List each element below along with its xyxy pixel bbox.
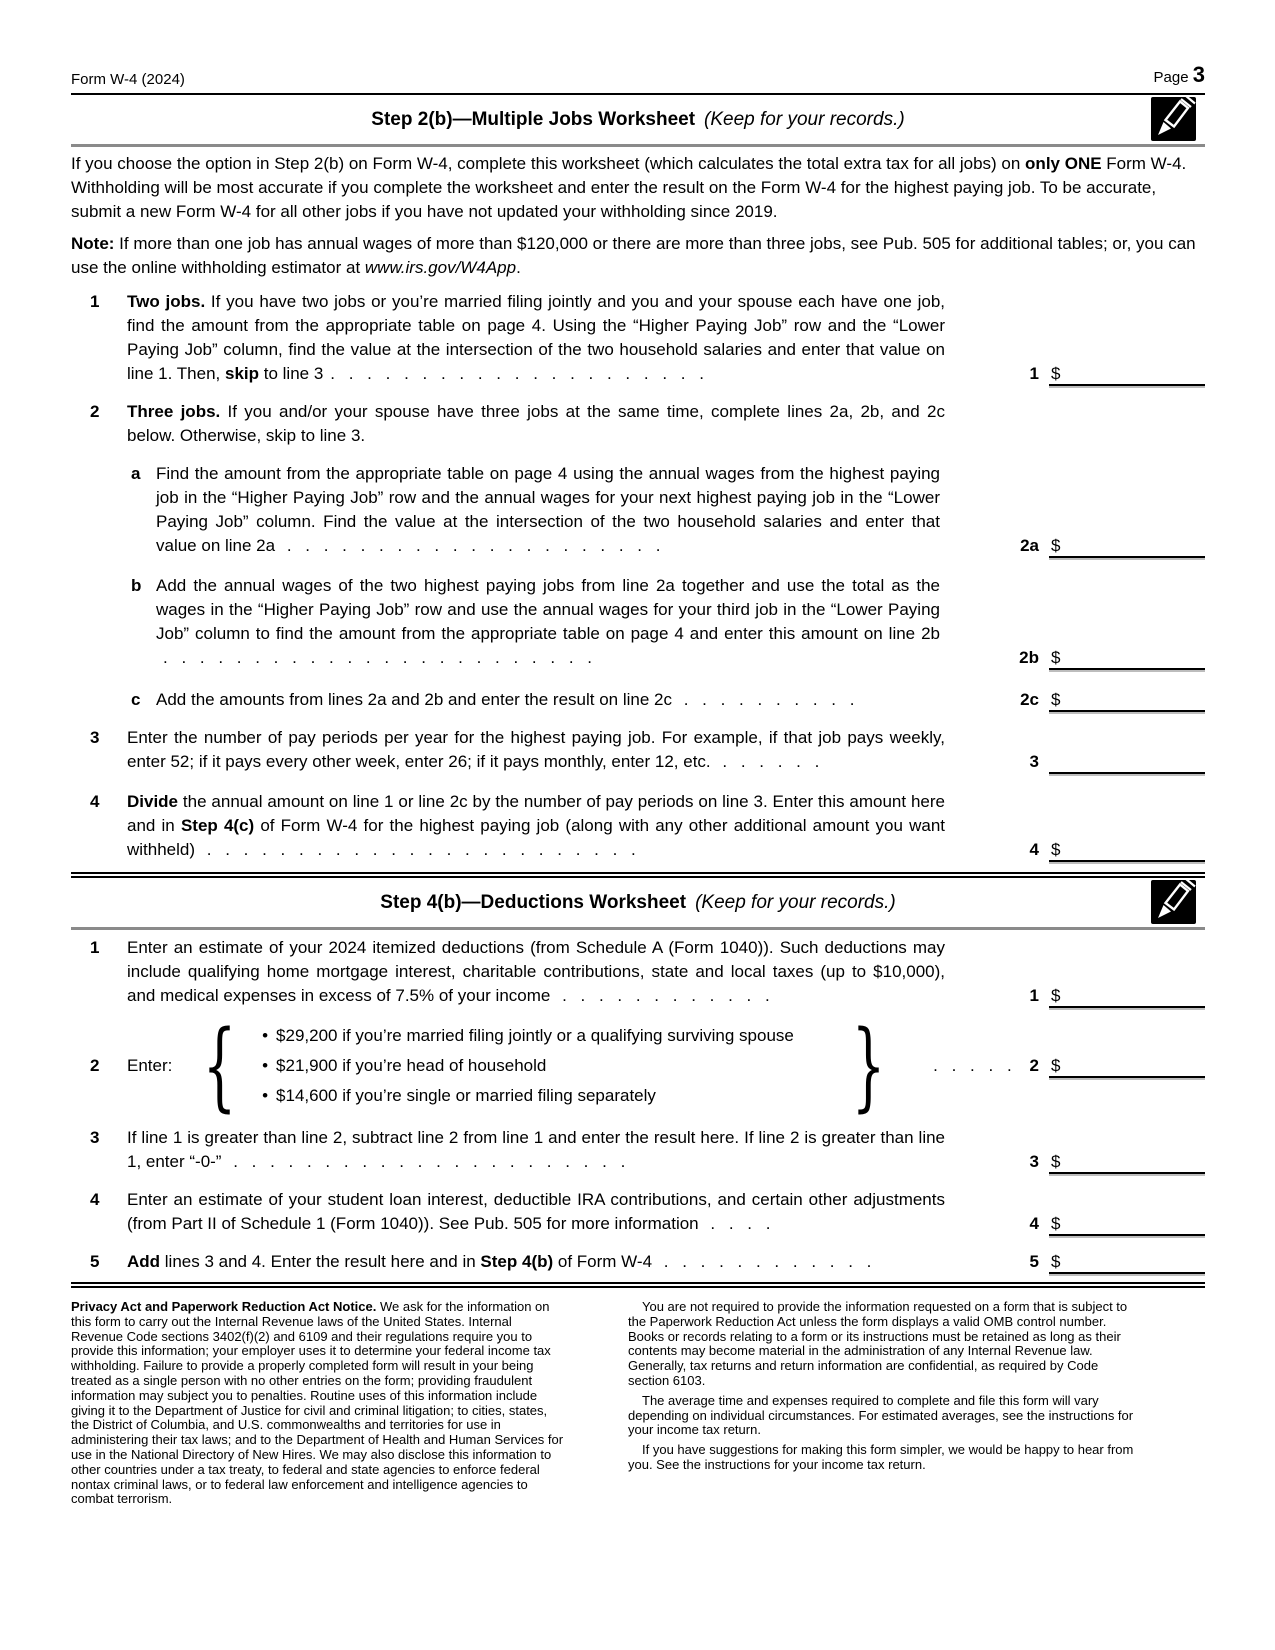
text-segment: $29,200 if you’re married filing jointly or a qualifying surviving spouse — [276, 1026, 794, 1045]
text-segment: If line 1 is greater than line 2, subtract line 2 from line 1 and enter the result here. If line 2 is greater than line 1, enter “-0-” — [127, 1128, 945, 1171]
line-text — [156, 574, 940, 670]
deductions-line-5-amount-field[interactable] — [1049, 1250, 1205, 1274]
deductions-line-2 — [71, 1010, 1205, 1122]
line-entry — [1013, 688, 1205, 712]
form-id: Form W-4 (2024) — [71, 71, 185, 88]
text-segment: If you and/or your spouse have three jobs at the same time, complete lines 2a, 2b, and 2c below. Otherwise, skip to line 3. — [127, 402, 946, 445]
bold-text: Add — [127, 1252, 161, 1271]
jobs-line-3 — [71, 726, 1205, 774]
text-segment: If more than one job has annual wages of more than $120,000 or there are more than three jobs, see Pub. 505 for additional tables; or, you can use the online withholding estimator at — [71, 234, 1196, 277]
text-segment: We ask for the information on this form to carry out the Internal Revenue laws of the United States. Internal Revenue Code sections 3402(f)(2) and 6109 and their regulations require you to provide this information; your employer uses it to determine your federal income tax withholding. Failure to provide a properly completed form will result in your being treated as a single person with no other entries on the form; providing fraudulent information may subject you to penalties. Routine uses of this information include giving it to the Department of Justice for civil and criminal litigation; to cities, states, the District of Columbia, and U.S. commonwealths and territories for use in administering their tax laws; and to the Department of Health and Human Services for use in the National Directory of New Hires. We may also disclose this information to other countries under a tax treaty, to federal and state agencies to enforce federal nontax criminal laws, or to federal law enforcement and intelligence agencies to combat terrorism. — [71, 1299, 564, 1507]
entry-line-number: 4 — [1029, 1214, 1039, 1233]
line-text — [127, 1188, 945, 1236]
text-segment: Add the annual wages of the two highest paying jobs from line 2a together and use the total as the wages in the “Higher Paying Job” row and use the annual wages for your third job in the “Lower Paying Job” column to find the amount from the appropriate table on page 4 and enter this amount on line 2b — [156, 576, 940, 643]
entry-line-number: 1 — [1029, 986, 1039, 1005]
text-segment: Enter an estimate of your 2024 itemized deductions (from Schedule A (Form 1040)). Such deductions may include qualifying home mortgage interest, charitable contributions, state and local taxes (up to $10,000), and medical expenses in excess of 7.5% of your income — [127, 938, 945, 1005]
line-entry — [1013, 1054, 1205, 1078]
line-entry — [1013, 838, 1205, 862]
jobs-worksheet-title — [371, 109, 904, 131]
line-number: 3 — [90, 728, 100, 747]
enter-label: Enter: — [127, 1056, 173, 1075]
jobs-worksheet-titlebar — [71, 95, 1205, 144]
entry-line-number: 3 — [1029, 1152, 1039, 1171]
dot-leaders: . . . . . — [933, 1056, 1012, 1075]
title-subtitle: (Keep for your records.) — [695, 891, 896, 913]
dot-leaders: . . . . . . . . . . . . . . . . . . . . . . . . — [206, 840, 636, 859]
bold-text: Divide — [127, 792, 179, 811]
text-segment: to line 3 — [259, 364, 324, 383]
bold-text: Step 4(b) — [480, 1252, 554, 1271]
line-number: 1 — [90, 938, 100, 957]
jobs-line-2c — [71, 688, 1205, 712]
option-head-of-household — [262, 1051, 838, 1081]
deductions-line-1-amount-field[interactable] — [1049, 984, 1205, 1008]
line-number: 4 — [90, 792, 100, 811]
line-text — [156, 688, 940, 712]
line-text — [156, 462, 940, 558]
line-text — [127, 290, 945, 386]
bold-text: skip — [224, 364, 260, 383]
title-rule — [71, 927, 1205, 930]
bold-text: only ONE — [1025, 154, 1102, 173]
deductions-worksheet-title — [380, 892, 895, 914]
dollar-sign: $ — [1051, 1056, 1061, 1075]
entry-line-number: 2a — [1020, 536, 1039, 555]
deductions-line-1 — [71, 936, 1205, 1008]
privacy-heading: Privacy Act and Paperwork Reduction Act Notice. — [71, 1299, 377, 1314]
dollar-sign: $ — [1051, 648, 1061, 667]
title-text: Step 4(b)—Deductions Worksheet — [380, 891, 687, 913]
bold-text: Step 4(c) — [180, 816, 255, 835]
line-letter: c — [131, 690, 141, 709]
dollar-sign: $ — [1051, 1152, 1061, 1171]
page-word: Page — [1153, 69, 1189, 86]
multiple-jobs-worksheet — [71, 95, 1205, 862]
dot-leaders: . . . . . . . . . . . . — [663, 1252, 872, 1271]
deductions-line-4-amount-field[interactable] — [1049, 1212, 1205, 1236]
line-entry — [1013, 984, 1205, 1008]
text-segment: If you have two jobs or you’re married filing jointly and you and your spouse each have one job, find the amount from the appropriate table on page 4. Using the “Higher Paying Job” row and the “Lower Paying Job” column, find the value at the intersection of the two household salaries and enter that value on line 1. Then, — [127, 292, 946, 383]
privacy-paragraph: If you have suggestions for making this form simpler, we would be happy to hear from you. See the instructions for your income tax return. — [628, 1442, 1134, 1472]
dot-leaders: . . . . . . . . . . . . . . . . . . . . . — [330, 364, 704, 383]
privacy-notice — [71, 1300, 1205, 1507]
entry-line-number: 4 — [1029, 840, 1039, 859]
title-subtitle: (Keep for your records.) — [704, 108, 905, 130]
text-segment: lines 3 and 4. Enter the result here and in — [160, 1252, 481, 1271]
jobs-line-2a-amount-field[interactable] — [1049, 534, 1205, 558]
page-header — [71, 62, 1205, 93]
pencil-icon — [1151, 97, 1196, 141]
line-entry — [1013, 646, 1205, 670]
text-segment: Enter an estimate of your student loan interest, deductible IRA contributions, and certain other adjustments (from Part II of Schedule 1 (Form 1040)). See Pub. 505 for more information — [127, 1190, 945, 1233]
bullet-icon: • — [262, 1056, 269, 1075]
option-single — [262, 1081, 838, 1111]
jobs-line-2a — [71, 462, 1205, 558]
jobs-line-1-amount-field[interactable] — [1049, 362, 1205, 386]
line-number: 4 — [90, 1190, 100, 1209]
dollar-sign: $ — [1051, 364, 1061, 383]
text-segment: If you choose the option in Step 2(b) on Form W-4, complete this worksheet (which calculates the total extra tax for all jobs) on — [71, 154, 1026, 173]
jobs-line-4-amount-field[interactable] — [1049, 838, 1205, 862]
jobs-line-1 — [71, 290, 1205, 386]
dollar-sign: $ — [1051, 690, 1061, 709]
jobs-line-3-periods-field[interactable] — [1049, 750, 1205, 774]
entry-line-number: 2b — [1019, 648, 1039, 667]
deductions-worksheet — [71, 878, 1205, 1274]
privacy-notice-right-column — [628, 1300, 1137, 1507]
text-segment: Enter the number of pay periods per year for the highest paying job. For example, if that job pays weekly, enter 52; if it pays every other week, enter 26; if it pays monthly, enter 12, etc. — [127, 728, 945, 771]
dollar-sign: $ — [1051, 1214, 1061, 1233]
bold-text: Three jobs. — [127, 402, 221, 421]
line-entry — [1013, 534, 1205, 558]
dot-leaders: . . . . . . . . . . . . — [562, 986, 770, 1005]
line-number: 1 — [90, 292, 100, 311]
title-text: Step 2(b)—Multiple Jobs Worksheet — [371, 108, 696, 130]
deductions-line-4 — [71, 1188, 1205, 1236]
text-segment: $14,600 if you’re single or married filing separately — [276, 1086, 656, 1105]
jobs-line-2c-amount-field[interactable] — [1049, 688, 1205, 712]
jobs-line-2b-amount-field[interactable] — [1049, 646, 1205, 670]
text-segment: of Form W-4 for the highest paying job (along with any other additional amount you want withheld) — [127, 816, 946, 859]
text-segment: of Form W-4 — [553, 1252, 657, 1271]
dollar-sign: $ — [1051, 1252, 1061, 1271]
line-letter: a — [131, 464, 141, 483]
entry-line-number: 2 — [1029, 1056, 1039, 1075]
page-number-value: 3 — [1192, 62, 1205, 87]
jobs-line-4 — [71, 790, 1205, 862]
line-number: 3 — [90, 1128, 100, 1147]
jobs-worksheet-note — [71, 232, 1205, 280]
note-label: Note: — [71, 234, 115, 253]
page-number — [1154, 62, 1205, 88]
line-text — [127, 1250, 945, 1274]
right-brace: } — [851, 1010, 886, 1122]
deductions-line-2-amount-field[interactable] — [1049, 1054, 1205, 1078]
line-text — [127, 936, 945, 1008]
dot-leaders: . . . . . . — [722, 752, 820, 771]
deductions-line-3-amount-field[interactable] — [1049, 1150, 1205, 1174]
dollar-sign: $ — [1051, 536, 1061, 555]
entry-line-number: 1 — [1029, 364, 1039, 383]
text-segment: . — [516, 258, 521, 277]
bold-text: Two jobs. — [127, 292, 206, 311]
line-entry — [1013, 1150, 1205, 1174]
footer-divider — [71, 1282, 1205, 1288]
pencil-icon — [1151, 880, 1196, 924]
line-entry — [1013, 1250, 1205, 1274]
line-number: 5 — [90, 1252, 100, 1271]
line-text — [127, 790, 945, 862]
line-entry — [1013, 750, 1205, 774]
dollar-sign: $ — [1051, 986, 1061, 1005]
dot-leaders: . . . . — [710, 1214, 771, 1233]
entry-line-number: 2c — [1020, 690, 1039, 709]
bullet-icon: • — [262, 1026, 269, 1045]
deductions-line-3 — [71, 1126, 1205, 1174]
option-married-jointly — [262, 1021, 838, 1051]
estimator-url-text: www.irs.gov/W4App — [364, 258, 517, 277]
dot-leaders: . . . . . . . . . . . . . . . . . . . . . . . . — [163, 648, 592, 667]
line-text — [127, 726, 945, 774]
standard-deduction-options — [250, 1021, 838, 1111]
dot-leaders: . . . . . . . . . . . . . . . . . . . . . — [286, 536, 661, 555]
line-text — [127, 1126, 945, 1174]
line-number: 2 — [90, 402, 100, 421]
text-segment: $21,900 if you’re head of household — [276, 1056, 547, 1075]
text-segment: Form W-4. Withholding will be most accurate if you complete the worksheet and enter the result on the Form W-4 for the highest paying job. To be accurate, submit a new Form W-4 for all other jobs if you have not updated your withholding since 2019. — [71, 154, 1187, 221]
jobs-line-2b — [71, 574, 1205, 670]
line-entry — [1013, 1212, 1205, 1236]
text-segment: Add the amounts from lines 2a and 2b and enter the result on line 2c — [156, 690, 677, 709]
text-segment: Find the amount from the appropriate table on page 4 using the annual wages from the highest paying job in the “Higher Paying Job” row and the annual wages for your next highest paying job in the “Lower Paying Job” column. Find the value at the intersection of the two household salaries and enter that value on line 2a — [156, 464, 940, 555]
privacy-paragraph: The average time and expenses required to complete and file this form will vary depending on individual circumstances. For estimated averages, see the instructions for your income tax return. — [628, 1392, 1134, 1438]
line-letter: b — [131, 576, 142, 595]
title-rule — [71, 144, 1205, 147]
entry-line-number: 5 — [1029, 1252, 1039, 1271]
jobs-worksheet-intro — [71, 152, 1205, 224]
left-brace: { — [202, 1010, 237, 1122]
line-number: 2 — [90, 1056, 100, 1075]
jobs-line-2 — [71, 400, 1205, 448]
dot-leaders: . . . . . . . . . . . . . . . . . . . . . . — [233, 1152, 626, 1171]
deductions-line-5 — [71, 1250, 1205, 1274]
dollar-sign: $ — [1051, 840, 1061, 859]
deductions-worksheet-titlebar — [71, 878, 1205, 927]
bullet-icon: • — [262, 1086, 269, 1105]
entry-line-number: 3 — [1029, 752, 1039, 771]
line-entry — [1013, 362, 1205, 386]
line-text — [127, 400, 945, 448]
privacy-paragraph: You are not required to provide the information requested on a form that is subject to the Paperwork Reduction Act unless the form displays a valid OMB control number. Books or records relating to a form or its instructions must be retained as long as their contents may become material in the administration of any Internal Revenue law. Generally, tax returns and return information are confidential, as required by Code section 6103. — [628, 1299, 1128, 1388]
dot-leaders: . . . . . . . . . . — [683, 690, 855, 709]
text-segment: the annual amount on line 1 or line 2c by the number of pay periods on line 3. Enter this amount here and in — [127, 792, 945, 835]
privacy-notice-left-column — [71, 1300, 565, 1507]
